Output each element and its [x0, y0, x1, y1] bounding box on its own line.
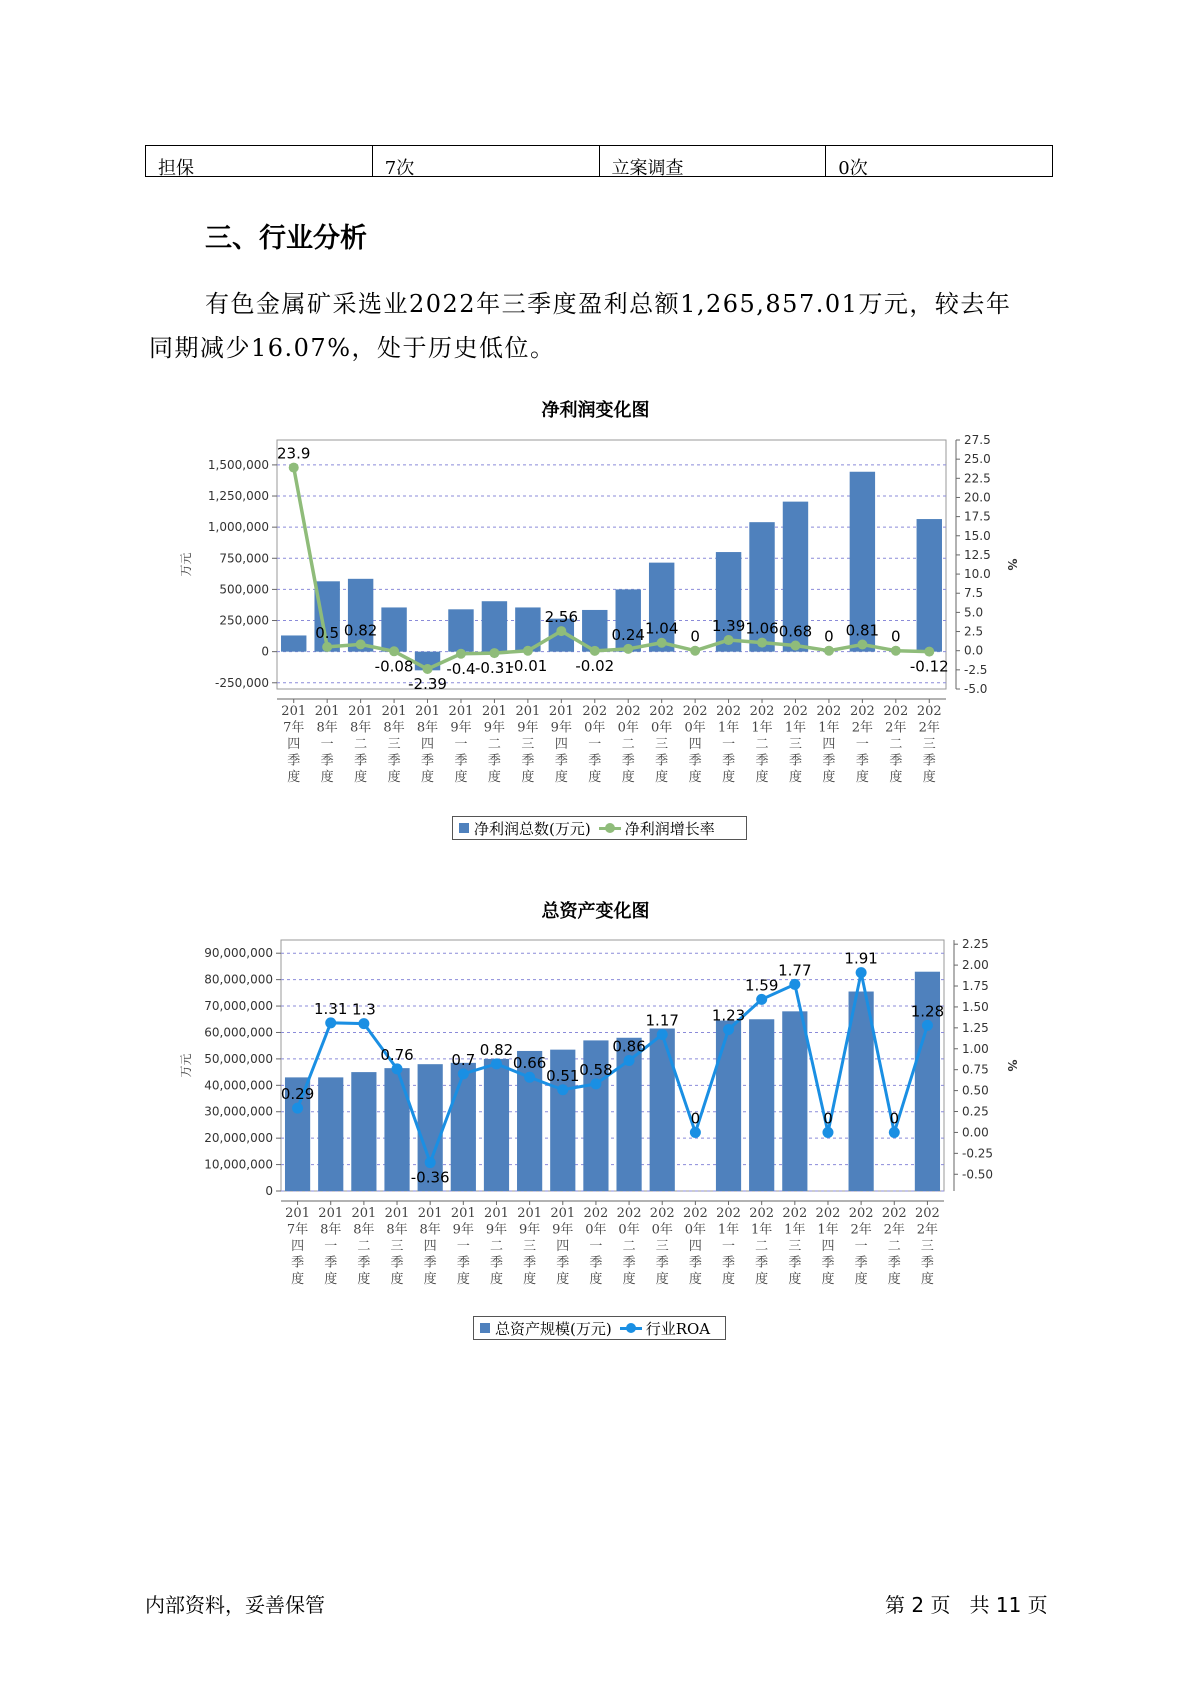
x-tick-label: 201 8年四季度: [417, 1206, 443, 1287]
data-label: 0.68: [778, 622, 813, 641]
x-tick-label: 201 8年二季度: [351, 1206, 377, 1287]
y-tick-label: 0: [261, 644, 269, 659]
data-label: 1.28: [910, 1002, 945, 1021]
legend-bar-swatch: [480, 1323, 490, 1333]
bar: [484, 1059, 509, 1191]
line-point: [891, 646, 901, 656]
footer-page-number: 第 2 页 共 11 页: [885, 1593, 1048, 1617]
x-tick-label: 202 1年三季度: [783, 704, 808, 785]
x-tick-label: 202 1年四季度: [816, 704, 842, 785]
y-tick-label: 60,000,000: [204, 1025, 273, 1040]
data-label: 0.86: [612, 1037, 646, 1056]
data-label: 0.51: [546, 1066, 580, 1085]
y2-tick-label: 0.0: [964, 643, 984, 658]
bar: [381, 607, 406, 651]
data-label: -0.4: [446, 659, 476, 678]
x-tick-label: 201 8年二季度: [348, 704, 374, 785]
y-tick-label: 500,000: [219, 582, 269, 597]
line-point: [624, 1055, 635, 1066]
line-point: [523, 646, 533, 656]
x-tick-label: 201 8年四季度: [415, 704, 440, 785]
y-tick-label: 1,500,000: [207, 457, 269, 472]
data-label: 1.23: [711, 1006, 746, 1025]
data-label: 0.82: [479, 1040, 514, 1059]
x-tick-label: 202 0年四季度: [682, 1206, 708, 1287]
y2-tick-label: 17.5: [964, 509, 991, 524]
data-label: -0.08: [374, 657, 414, 676]
legend-line-swatch: [599, 827, 621, 830]
line-point: [289, 463, 299, 473]
line-point: [425, 1157, 436, 1168]
y2-tick-label: 20.0: [964, 490, 991, 505]
y2-tick-label: -2.5: [964, 662, 988, 677]
y-tick-label: 1,250,000: [207, 489, 269, 504]
x-tick-label: 201 8年一季度: [318, 1206, 344, 1287]
chart-2-legend: [473, 1316, 726, 1340]
line-point: [889, 1127, 900, 1138]
data-label: 0: [823, 1109, 833, 1128]
y2-tick-label: 1.25: [962, 1020, 989, 1035]
x-tick-label: 201 9年二季度: [482, 704, 507, 785]
data-label: -0.31: [475, 659, 514, 678]
line-point: [922, 1020, 933, 1031]
legend-bar-label: 总资产规模(万元): [495, 1319, 612, 1338]
table-cell-guarantee-count: 7次: [373, 146, 600, 176]
line-point: [556, 626, 566, 636]
x-tick-label: 202 2年三季度: [915, 1206, 940, 1287]
x-tick-label: 202 1年三季度: [782, 1206, 808, 1287]
y-tick-label: 250,000: [219, 613, 269, 628]
x-tick-label: 202 2年三季度: [916, 704, 942, 785]
x-tick-label: 201 9年四季度: [548, 704, 574, 785]
y-tick-label: 10,000,000: [204, 1157, 273, 1172]
data-label: 1.04: [644, 619, 679, 638]
y2-tick-label: 2.00: [962, 958, 989, 973]
data-label: 0.58: [579, 1060, 613, 1079]
total-assets-chart: [0, 925, 1191, 1345]
line-point: [790, 640, 800, 650]
line-point: [623, 644, 633, 654]
data-label: 1.59: [744, 976, 779, 995]
bar: [351, 1072, 376, 1191]
y-axis-label: 万元: [179, 1053, 193, 1078]
data-label: 0.29: [280, 1085, 315, 1104]
bar: [318, 1077, 343, 1191]
plot-area: [277, 440, 946, 689]
y2-tick-label: 15.0: [964, 528, 991, 543]
data-label: 0: [889, 1109, 900, 1128]
x-tick-label: 201 9年一季度: [450, 1206, 476, 1287]
x-tick-label: 201 7年四季度: [281, 704, 307, 785]
line-point: [325, 1017, 336, 1028]
x-tick-label: 201 9年一季度: [448, 704, 474, 785]
line-point: [590, 1078, 601, 1089]
x-tick-label: 202 0年一季度: [583, 1206, 609, 1287]
data-label: -0.01: [508, 656, 548, 675]
x-tick-label: 202 1年二季度: [749, 1206, 775, 1287]
bar: [451, 1063, 476, 1191]
data-label: 1.39: [711, 617, 746, 636]
x-tick-label: 202 1年一季度: [716, 1206, 741, 1287]
bar: [482, 601, 507, 651]
line-point: [590, 646, 600, 656]
x-tick-label: 201 9年二季度: [484, 1206, 509, 1287]
data-label: 0: [690, 627, 700, 646]
data-label: 0.66: [512, 1054, 547, 1073]
data-label: 1.77: [778, 961, 812, 980]
x-tick-label: 202 2年二季度: [881, 1206, 907, 1287]
line-point: [924, 647, 934, 657]
line-point: [856, 967, 867, 978]
x-tick-label: 202 0年三季度: [649, 1206, 675, 1287]
chart-2-title: 总资产变化图: [541, 901, 650, 922]
x-tick-label: 202 2年一季度: [848, 1206, 874, 1287]
y-tick-label: 1,000,000: [207, 520, 269, 535]
y2-tick-label: 0.00: [962, 1125, 989, 1140]
data-label: 0.5: [315, 623, 340, 642]
data-label: 0: [824, 627, 834, 646]
x-tick-label: 201 7年四季度: [285, 1206, 310, 1287]
data-label: 2.56: [544, 608, 579, 627]
y2-tick-label: 5.0: [964, 605, 984, 620]
data-label: 23.9: [277, 444, 311, 463]
data-label: -0.36: [410, 1168, 450, 1187]
line-point: [491, 1058, 502, 1069]
line-point: [322, 642, 332, 652]
line-point: [657, 638, 667, 648]
line-point: [389, 646, 399, 656]
data-label: 0.24: [611, 625, 645, 644]
line-point: [822, 1127, 833, 1138]
line-point: [292, 1103, 303, 1114]
table-cell-guarantee-label: 担保: [146, 146, 373, 176]
data-label: 0: [891, 627, 901, 646]
x-tick-label: 202 0年二季度: [615, 704, 641, 785]
y2-tick-label: -0.25: [962, 1146, 994, 1161]
data-label: 0.82: [343, 621, 378, 640]
data-label: 1.17: [645, 1011, 679, 1030]
data-label: -0.02: [575, 656, 615, 675]
bar: [782, 1011, 807, 1191]
line-point: [756, 994, 767, 1005]
line-point: [458, 1068, 469, 1079]
line-point: [723, 1024, 734, 1035]
y2-tick-label: 1.75: [962, 979, 989, 994]
x-tick-label: 201 8年三季度: [384, 1206, 410, 1287]
line-point: [789, 979, 800, 990]
x-tick-label: 202 1年二季度: [749, 704, 775, 785]
legend-line-label: 净利润增长率: [624, 819, 715, 838]
x-tick-label: 202 0年一季度: [582, 704, 608, 785]
y2-tick-label: -5.0: [964, 682, 988, 696]
x-tick-label: 201 9年四季度: [550, 1206, 576, 1287]
line-point: [557, 1084, 568, 1095]
line-point: [690, 1127, 701, 1138]
x-tick-label: 202 0年四季度: [682, 704, 708, 785]
y2-tick-label: 2.5: [964, 624, 984, 639]
x-tick-label: 202 1年四季度: [815, 1206, 841, 1287]
y-tick-label: 40,000,000: [204, 1078, 273, 1093]
y-tick-label: -250,000: [215, 675, 269, 690]
x-tick-label: 201 9年三季度: [515, 704, 541, 785]
y-tick-label: 50,000,000: [204, 1051, 273, 1066]
paragraph-line-2: 同期减少16.07%，处于历史低位。: [149, 334, 556, 362]
y2-tick-label: 2.25: [962, 937, 989, 952]
data-label: 0.7: [451, 1050, 476, 1069]
net-profit-chart: [0, 425, 1191, 845]
line-point: [489, 648, 499, 658]
legend-line-swatch: [620, 1327, 642, 1330]
x-tick-label: 202 0年二季度: [616, 1206, 642, 1287]
legend-bar-swatch: [459, 823, 469, 833]
line-point: [358, 1018, 369, 1029]
line-point: [757, 638, 767, 648]
data-label: 1.06: [745, 619, 779, 638]
y-tick-label: 0: [265, 1184, 273, 1198]
y2-tick-label: 22.5: [964, 471, 991, 486]
legend-line-label: 行业ROA: [645, 1319, 711, 1338]
data-label: 1.3: [351, 1000, 376, 1019]
x-tick-label: 201 8年三季度: [381, 704, 407, 785]
line-point: [724, 635, 734, 645]
bar: [650, 1029, 675, 1191]
line-point: [657, 1029, 668, 1040]
y-tick-label: 30,000,000: [204, 1104, 273, 1119]
x-tick-label: 202 2年二季度: [883, 704, 909, 785]
data-label: 0.81: [845, 621, 880, 640]
data-label: 1.91: [844, 949, 878, 968]
y2-tick-label: 1.00: [962, 1041, 989, 1056]
line-point: [423, 664, 433, 674]
chart-1-title: 净利润变化图: [541, 400, 650, 421]
line-point: [456, 649, 466, 659]
bar: [281, 635, 306, 651]
bar: [749, 1019, 774, 1191]
x-tick-label: 202 1年一季度: [716, 704, 741, 785]
y-tick-label: 70,000,000: [204, 999, 273, 1014]
y2-axis-label: %: [1005, 558, 1019, 571]
table-cell-investigation-label: 立案调查: [600, 146, 827, 176]
line-point: [857, 639, 867, 649]
y2-tick-label: 0.50: [962, 1083, 989, 1098]
y-tick-label: 750,000: [219, 551, 269, 566]
y-tick-label: 90,000,000: [204, 946, 273, 961]
y2-tick-label: -0.50: [962, 1167, 994, 1182]
data-label: -2.39: [408, 675, 447, 694]
line-point: [824, 646, 834, 656]
y2-tick-label: 1.50: [962, 999, 989, 1014]
chart-1-legend: [452, 816, 747, 840]
bar: [448, 609, 473, 651]
line-point: [392, 1063, 403, 1074]
legend-bar-label: 净利润总数(万元): [474, 819, 591, 838]
y2-axis-label: %: [1005, 1059, 1019, 1072]
data-label: 0: [690, 1109, 701, 1128]
y2-tick-label: 0.25: [962, 1104, 989, 1119]
y-axis-label: 万元: [179, 552, 193, 577]
y2-tick-label: 27.5: [964, 433, 991, 447]
y2-tick-label: 25.0: [964, 452, 991, 467]
x-tick-label: 202 2年一季度: [849, 704, 875, 785]
y-tick-label: 80,000,000: [204, 972, 273, 987]
line-point: [690, 646, 700, 656]
x-tick-label: 201 9年三季度: [517, 1206, 543, 1287]
data-label: 1.31: [314, 999, 348, 1018]
bar: [917, 519, 942, 652]
y-tick-label: 20,000,000: [204, 1131, 273, 1146]
table-cell-investigation-count: 0次: [838, 158, 868, 179]
bar: [716, 1021, 741, 1191]
y2-tick-label: 12.5: [964, 547, 991, 562]
section-heading: 三、行业分析: [205, 223, 367, 254]
y2-tick-label: 7.5: [964, 586, 984, 601]
line-point: [356, 639, 366, 649]
line-point: [524, 1072, 535, 1083]
y2-tick-label: 0.75: [962, 1062, 989, 1077]
info-table: [145, 145, 1053, 177]
data-label: -0.12: [909, 657, 949, 676]
y2-tick-label: 10.0: [964, 567, 991, 582]
x-tick-label: 201 8年一季度: [314, 704, 340, 785]
x-tick-label: 202 0年三季度: [649, 704, 675, 785]
bar: [384, 1068, 409, 1191]
paragraph-line-1: 有色金属矿采选业2022年三季度盈利总额1,265,857.01万元，较去年: [205, 290, 1012, 318]
data-label: 0.76: [380, 1045, 414, 1064]
footer-left: 内部资料，妥善保管: [145, 1593, 325, 1617]
